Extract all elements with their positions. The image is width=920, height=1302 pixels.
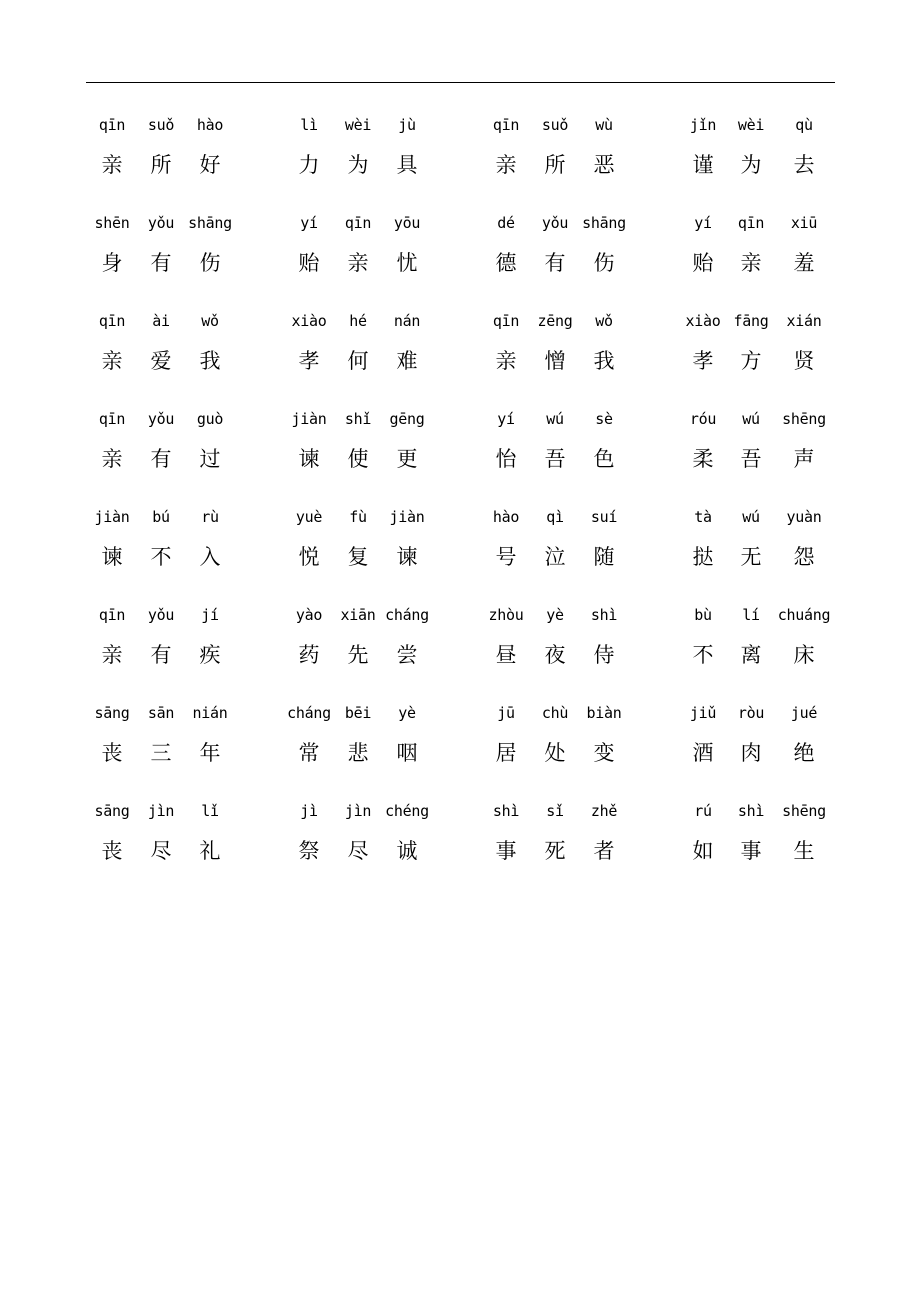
pinyin-syllable: wù <box>595 116 613 134</box>
hanzi-character: 贻 <box>298 251 320 275</box>
pinyin-syllable: yǒu <box>147 606 175 624</box>
pinyin-syllable: qīn <box>492 116 520 134</box>
pinyin-syllable: qīn <box>737 214 765 232</box>
hanzi-character: 生 <box>793 839 815 863</box>
pinyin-syllable: shǐ <box>344 410 372 428</box>
pinyin-syllable: bù <box>694 606 712 624</box>
pinyin-syllable: cháng <box>287 704 331 722</box>
hanzi-character: 丧 <box>101 839 123 863</box>
pinyin-syllable: jǐn <box>689 116 717 134</box>
hanzi-character: 亲 <box>101 349 123 373</box>
pinyin-syllable: jué <box>790 704 818 722</box>
pinyin-syllable: wú <box>742 508 760 526</box>
pinyin-syllable: qì <box>546 508 564 526</box>
hanzi-character: 变 <box>593 741 615 765</box>
pinyin-syllable: xiào <box>291 312 327 330</box>
hanzi-character: 死 <box>544 839 566 863</box>
hanzi-character: 恶 <box>593 153 615 177</box>
pinyin-syllable: lì <box>300 116 318 134</box>
hanzi-character: 亲 <box>495 153 517 177</box>
hanzi-character: 绝 <box>793 741 815 765</box>
pinyin-syllable: shēng <box>782 410 826 428</box>
pinyin-syllable: jí <box>201 606 219 624</box>
pinyin-syllable: yuàn <box>786 508 822 526</box>
pinyin-syllable: hào <box>196 116 224 134</box>
hanzi-character: 处 <box>544 741 566 765</box>
pinyin-syllable: cháng <box>385 606 429 624</box>
pinyin-syllable: yǒu <box>147 214 175 232</box>
pinyin-syllable: qīn <box>98 312 126 330</box>
pinyin-syllable: fù <box>349 508 367 526</box>
pinyin-syllable: jiàn <box>389 508 425 526</box>
pinyin-syllable: biàn <box>586 704 622 722</box>
pinyin-syllable: rú <box>694 802 712 820</box>
hanzi-character: 我 <box>199 349 221 373</box>
hanzi-character: 诚 <box>396 839 418 863</box>
pinyin-syllable: jiàn <box>291 410 327 428</box>
pinyin-syllable: suí <box>590 508 618 526</box>
pinyin-syllable: lǐ <box>201 802 219 820</box>
hanzi-character: 更 <box>396 447 418 471</box>
hanzi-character: 柔 <box>692 447 714 471</box>
hanzi-character: 居 <box>495 741 517 765</box>
hanzi-character: 事 <box>740 839 762 863</box>
pinyin-syllable: zhě <box>590 802 618 820</box>
pinyin-syllable: shēng <box>782 802 826 820</box>
pinyin-syllable: sǐ <box>546 802 564 820</box>
pinyin-syllable: qīn <box>492 312 520 330</box>
pinyin-syllable: chéng <box>385 802 429 820</box>
pinyin-syllable: sè <box>595 410 613 428</box>
pinyin-syllable: qīn <box>98 606 126 624</box>
pinyin-syllable: tà <box>694 508 712 526</box>
hanzi-character: 难 <box>396 349 418 373</box>
hanzi-character: 憎 <box>544 349 566 373</box>
pinyin-syllable: wú <box>546 410 564 428</box>
pinyin-syllable: guò <box>196 410 224 428</box>
hanzi-character: 疾 <box>199 643 221 667</box>
hanzi-character: 吾 <box>544 447 566 471</box>
pinyin-syllable: shāng <box>188 214 232 232</box>
hanzi-character: 酒 <box>692 741 714 765</box>
hanzi-character: 者 <box>593 839 615 863</box>
pinyin-syllable: yuè <box>295 508 323 526</box>
pinyin-syllable: yí <box>694 214 712 232</box>
hanzi-character: 声 <box>793 447 815 471</box>
verse-row <box>0 685 920 783</box>
pinyin-syllable: wèi <box>344 116 372 134</box>
hanzi-character: 为 <box>347 153 369 177</box>
hanzi-character: 号 <box>495 545 517 569</box>
verse-row <box>0 97 920 195</box>
verse-row <box>0 489 920 587</box>
verse-row <box>0 783 920 881</box>
hanzi-character: 三 <box>150 741 172 765</box>
hanzi-character: 无 <box>740 545 762 569</box>
pinyin-syllable: dé <box>497 214 515 232</box>
pinyin-syllable: hào <box>492 508 520 526</box>
hanzi-character: 具 <box>396 153 418 177</box>
pinyin-syllable: shì <box>737 802 765 820</box>
pinyin-syllable: ròu <box>737 704 765 722</box>
hanzi-character: 离 <box>740 643 762 667</box>
pinyin-syllable: chù <box>541 704 569 722</box>
hanzi-character: 有 <box>150 447 172 471</box>
hanzi-character: 侍 <box>593 643 615 667</box>
hanzi-character: 我 <box>593 349 615 373</box>
hanzi-character: 常 <box>298 741 320 765</box>
hanzi-character: 孝 <box>298 349 320 373</box>
hanzi-character: 德 <box>495 251 517 275</box>
hanzi-character: 谏 <box>396 545 418 569</box>
header-rule <box>86 82 835 83</box>
hanzi-character: 过 <box>199 447 221 471</box>
pinyin-syllable: nián <box>192 704 228 722</box>
hanzi-character: 复 <box>347 545 369 569</box>
pinyin-syllable: shì <box>590 606 618 624</box>
pinyin-syllable: shāng <box>582 214 626 232</box>
hanzi-character: 年 <box>199 741 221 765</box>
hanzi-character: 夜 <box>544 643 566 667</box>
hanzi-character: 色 <box>593 447 615 471</box>
pinyin-syllable: chuáng <box>777 606 831 624</box>
hanzi-character: 亲 <box>101 643 123 667</box>
hanzi-character: 泣 <box>544 545 566 569</box>
pinyin-syllable: yào <box>295 606 323 624</box>
pinyin-syllable: sāng <box>94 704 130 722</box>
hanzi-character: 如 <box>692 839 714 863</box>
hanzi-character: 亲 <box>101 447 123 471</box>
pinyin-syllable: xiào <box>685 312 721 330</box>
hanzi-character: 床 <box>793 643 815 667</box>
hanzi-character: 礼 <box>199 839 221 863</box>
pinyin-syllable: suǒ <box>147 116 175 134</box>
hanzi-character: 谏 <box>101 545 123 569</box>
hanzi-character: 悦 <box>298 545 320 569</box>
pinyin-syllable: yǒu <box>541 214 569 232</box>
hanzi-character: 方 <box>740 349 762 373</box>
hanzi-character: 先 <box>347 643 369 667</box>
pinyin-syllable: róu <box>689 410 717 428</box>
pinyin-syllable: jù <box>398 116 416 134</box>
hanzi-character: 尝 <box>396 643 418 667</box>
hanzi-character: 药 <box>298 643 320 667</box>
hanzi-character: 去 <box>793 153 815 177</box>
pinyin-syllable: qīn <box>344 214 372 232</box>
hanzi-character: 贤 <box>793 349 815 373</box>
hanzi-character: 肉 <box>740 741 762 765</box>
verse-row <box>0 195 920 293</box>
pinyin-syllable: jiàn <box>94 508 130 526</box>
hanzi-character: 丧 <box>101 741 123 765</box>
hanzi-character: 谏 <box>298 447 320 471</box>
hanzi-character: 悲 <box>347 741 369 765</box>
hanzi-character: 不 <box>150 545 172 569</box>
hanzi-character: 力 <box>298 153 320 177</box>
pinyin-syllable: xiū <box>790 214 818 232</box>
hanzi-character: 怡 <box>495 447 517 471</box>
hanzi-character: 随 <box>593 545 615 569</box>
hanzi-character: 事 <box>495 839 517 863</box>
pinyin-syllable: wèi <box>737 116 765 134</box>
pinyin-syllable: hé <box>349 312 367 330</box>
pinyin-syllable: qīn <box>98 410 126 428</box>
hanzi-character: 所 <box>150 153 172 177</box>
hanzi-character: 尽 <box>347 839 369 863</box>
hanzi-character: 尽 <box>150 839 172 863</box>
hanzi-character: 亲 <box>347 251 369 275</box>
pinyin-syllable: sāng <box>94 802 130 820</box>
pinyin-syllable: jì <box>300 802 318 820</box>
pinyin-syllable: xián <box>786 312 822 330</box>
hanzi-character: 贻 <box>692 251 714 275</box>
pinyin-syllable: jìn <box>147 802 175 820</box>
pinyin-syllable: bú <box>152 508 170 526</box>
hanzi-character: 所 <box>544 153 566 177</box>
pinyin-syllable: yè <box>398 704 416 722</box>
pinyin-syllable: fāng <box>733 312 769 330</box>
pinyin-syllable: sān <box>147 704 175 722</box>
hanzi-character: 怨 <box>793 545 815 569</box>
hanzi-character: 羞 <box>793 251 815 275</box>
pinyin-syllable: jiǔ <box>689 704 717 722</box>
pinyin-syllable: shēn <box>94 214 130 232</box>
pinyin-syllable: zhòu <box>488 606 524 624</box>
hanzi-character: 入 <box>199 545 221 569</box>
hanzi-character: 爱 <box>150 349 172 373</box>
hanzi-character: 不 <box>692 643 714 667</box>
hanzi-character: 使 <box>347 447 369 471</box>
hanzi-character: 有 <box>150 643 172 667</box>
hanzi-character: 忧 <box>396 251 418 275</box>
hanzi-character: 好 <box>199 153 221 177</box>
pinyin-syllable: suǒ <box>541 116 569 134</box>
hanzi-character: 何 <box>347 349 369 373</box>
pinyin-syllable: ài <box>152 312 170 330</box>
hanzi-character: 谨 <box>692 153 714 177</box>
pinyin-syllable: yí <box>300 214 318 232</box>
pinyin-syllable: rù <box>201 508 219 526</box>
pinyin-syllable: wǒ <box>201 312 219 330</box>
hanzi-character: 亲 <box>740 251 762 275</box>
pinyin-syllable: nán <box>393 312 421 330</box>
hanzi-character: 伤 <box>593 251 615 275</box>
pinyin-syllable: gēng <box>389 410 425 428</box>
pinyin-syllable: qīn <box>98 116 126 134</box>
hanzi-character: 伤 <box>199 251 221 275</box>
hanzi-character: 身 <box>101 251 123 275</box>
hanzi-character: 昼 <box>495 643 517 667</box>
hanzi-character: 有 <box>544 251 566 275</box>
verse-row <box>0 293 920 391</box>
pinyin-syllable: qù <box>795 116 813 134</box>
pinyin-syllable: jū <box>497 704 515 722</box>
hanzi-character: 咽 <box>396 741 418 765</box>
pinyin-syllable: lí <box>742 606 760 624</box>
pinyin-syllable: yǒu <box>147 410 175 428</box>
pinyin-syllable: xiān <box>340 606 376 624</box>
pinyin-syllable: wú <box>742 410 760 428</box>
pinyin-syllable: zēng <box>537 312 573 330</box>
pinyin-syllable: jìn <box>344 802 372 820</box>
hanzi-character: 吾 <box>740 447 762 471</box>
verse-row <box>0 391 920 489</box>
hanzi-character: 祭 <box>298 839 320 863</box>
pinyin-syllable: wǒ <box>595 312 613 330</box>
hanzi-character: 挞 <box>692 545 714 569</box>
verse-row <box>0 587 920 685</box>
hanzi-character: 孝 <box>692 349 714 373</box>
hanzi-character: 亲 <box>495 349 517 373</box>
pinyin-syllable: shì <box>492 802 520 820</box>
pinyin-syllable: bēi <box>344 704 372 722</box>
hanzi-character: 有 <box>150 251 172 275</box>
pinyin-syllable: yè <box>546 606 564 624</box>
hanzi-character: 亲 <box>101 153 123 177</box>
pinyin-syllable: yí <box>497 410 515 428</box>
hanzi-character: 为 <box>740 153 762 177</box>
pinyin-syllable: yōu <box>393 214 421 232</box>
